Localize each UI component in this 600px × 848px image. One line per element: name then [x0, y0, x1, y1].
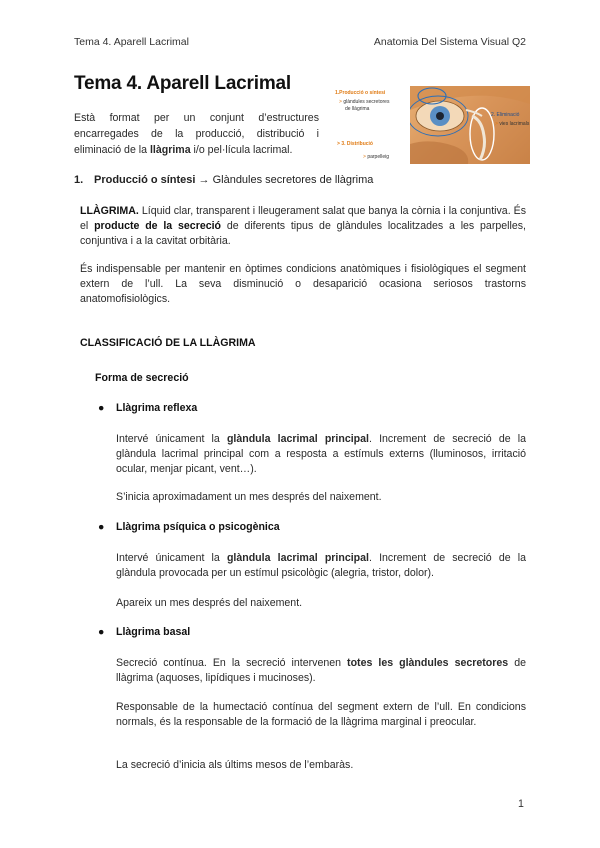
figure-label-elimination-sub: > vies lacrimals [495, 121, 530, 127]
figure-label-distribution: > 3. Distribució [337, 141, 373, 147]
bullet-basal: ● Llàgrima basal [98, 626, 191, 638]
figure-label-production: 1.Producció o síntesi [335, 90, 386, 96]
psiquica-paragraph-2: Apareix un mes després del naixement. [116, 597, 303, 609]
psiquica-paragraph-1: Intervé únicament la glàndula lacrimal principal. Increment de secreció de la glàndula provocada per un estímul psicològic (alegria, tristor, dolor). [116, 552, 526, 579]
basal-paragraph-1: Secreció contínua. En la secreció intervenen totes les glàndules secretores de llàgrima (aquoses, lipídiques i mucinoses). [116, 657, 526, 684]
reflexa-paragraph-2: S’inicia aproximadament un mes després del naixement. [116, 491, 382, 503]
page-header [74, 36, 526, 48]
importance-paragraph: És indispensable per mantenir en òptimes condicions anatòmiques i fisiològiques el segment extern de l’ull. La seva disminució o desaparició ocasiona seriosos trastorns anatomofisiològics. [80, 263, 526, 305]
header-right: Anatomia Del Sistema Visual Q2 [373, 36, 526, 48]
page-title: Tema 4. Aparell Lacrimal [74, 73, 291, 94]
page-number: 1 [518, 798, 524, 810]
definition-paragraph: LLÀGRIMA. Líquid clar, transparent i lleugerament salat que banya la còrnia i la conjuntiva. És el producte de la secreció de diferents tipus de glàndules localitzades a les parpelles, conjuntiva i a la cavitat orbitària. [80, 205, 526, 247]
figure-label-production-sub2: de llàgrima [345, 106, 370, 112]
basal-paragraph-3: La secreció d’inicia als últims mesos de l’embaràs. [116, 759, 354, 771]
header-left: Tema 4. Aparell Lacrimal [74, 36, 189, 48]
section-heading-1: 1. Producció o síntesi → Glàndules secretores de llàgrima [74, 174, 374, 186]
figure-label-distribution-sub: > parpelleig [363, 154, 389, 160]
bullet-psiquica: ● Llàgrima psíquica o psicogènica [98, 521, 280, 533]
lacrimal-apparatus-figure [335, 86, 530, 164]
reflexa-paragraph-1: Intervé únicament la glàndula lacrimal principal. Increment de secreció de la glàndula lacrimal principal com a resposta a estímuls externs (lluminosos, irritació ocular, menjar picant, vent…). [116, 433, 526, 475]
figure-label-elimination: 2. Eliminació [491, 112, 520, 118]
bullet-reflexa: ● Llàgrima reflexa [98, 402, 198, 414]
form-heading: Forma de secreció [95, 372, 189, 384]
classification-heading: CLASSIFICACIÓ DE LA LLÀGRIMA [80, 337, 256, 349]
basal-paragraph-2: Responsable de la humectació contínua del segment extern de l’ull. En condicions normals, és la responsable de la formació de la llàgrima marginal i preocular. [116, 701, 526, 728]
figure-label-production-sub1: > glàndules secretores [339, 99, 390, 105]
intro-paragraph: Està format per un conjunt d’estructures encarregades de la producció, distribució i eliminació de la llàgrima i/o pel·lícula lacrimal. [74, 112, 319, 156]
